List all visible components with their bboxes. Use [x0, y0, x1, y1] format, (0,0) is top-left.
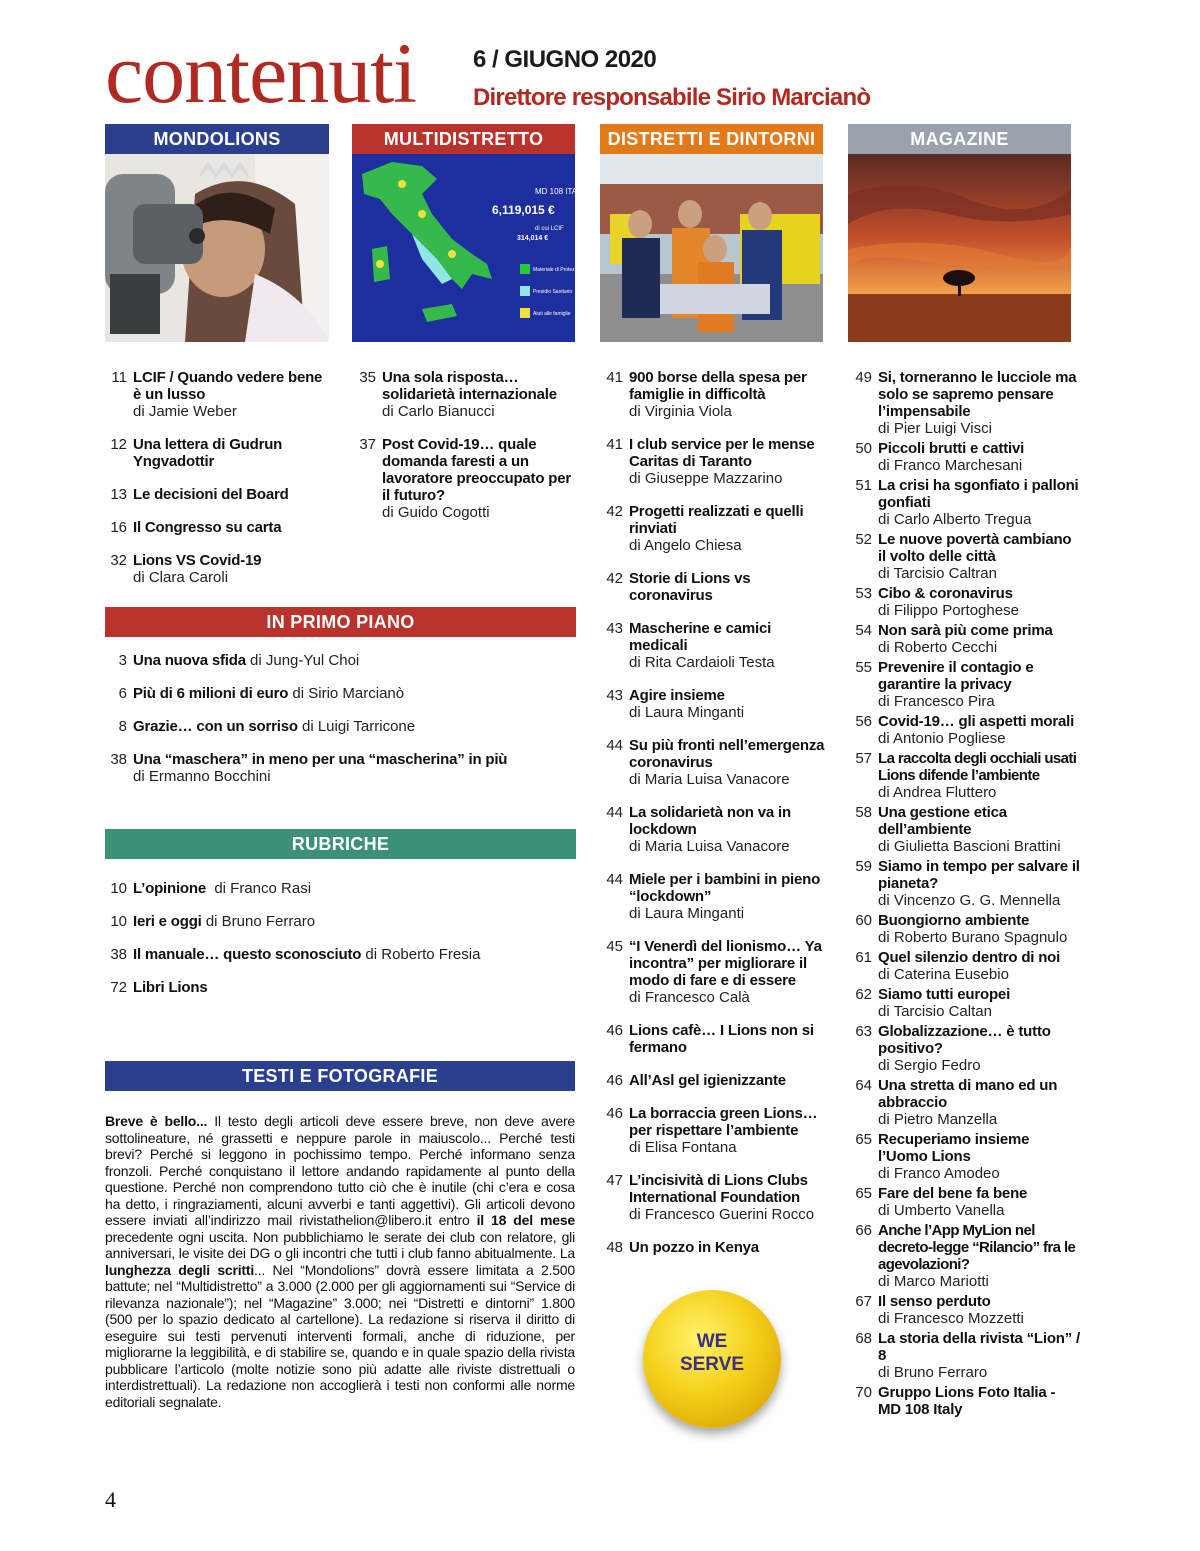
section-header-rubriche: RUBRICHE [105, 829, 576, 859]
toc-page-number: 10 [110, 880, 127, 897]
toc-item[interactable] [354, 436, 576, 521]
toc-title: Cibo & coronavirus [878, 585, 1013, 602]
toc-title: Globalizzazione… è tutto positivo? [878, 1023, 1051, 1057]
toc-author: di Sirio Marcianò [292, 685, 405, 702]
toc-page-number: 53 [855, 585, 872, 602]
toc-distretti [601, 369, 829, 1272]
map-legend-item: Aiuti alle famiglie [533, 311, 571, 317]
toc-author: di Tarcisio Caltran [878, 565, 997, 582]
map-italy-infographic [352, 154, 590, 342]
toc-author: di Marco Mariotti [878, 1273, 989, 1290]
toc-title: Il manuale… questo sconosciuto [133, 946, 362, 963]
toc-item[interactable] [601, 1239, 829, 1256]
toc-author: di Filippo Portoghese [878, 602, 1019, 619]
toc-author: di Antonio Pogliese [878, 730, 1006, 747]
toc-page-number: 44 [606, 804, 623, 821]
map-sub-label: di cui LCIF [535, 226, 564, 232]
toc-author: di Tarcisio Caltan [878, 1003, 992, 1020]
toc-item[interactable] [601, 687, 829, 721]
toc-item[interactable] [850, 1330, 1082, 1381]
toc-author: di Francesco Pira [878, 693, 995, 710]
toc-item[interactable] [850, 986, 1082, 1020]
toc-title: Lions VS Covid-19 [133, 552, 262, 569]
toc-author: di Franco Marchesani [878, 457, 1023, 474]
toc-item[interactable] [105, 880, 575, 897]
toc-title: Una sola risposta… solidarietà internazionale [382, 369, 557, 403]
toc-title: I club service per le mense Caritas di Taranto [629, 436, 815, 470]
toc-title: Fare del bene fa bene [878, 1185, 1028, 1202]
toc-item[interactable] [105, 946, 575, 963]
toc-page-number: 3 [118, 652, 127, 669]
toc-title: L’incisività di Lions Clubs International Foundation [629, 1172, 808, 1206]
guidelines-text [105, 1113, 575, 1410]
toc-author: di Carlo Bianucci [382, 403, 495, 420]
toc-title: Il senso perduto [878, 1293, 991, 1310]
toc-author: di Bruno Ferraro [205, 913, 316, 930]
toc-page-number: 6 [118, 685, 127, 702]
toc-author: di Sergio Fedro [878, 1057, 981, 1074]
toc-author: di Rita Cardaioli Testa [629, 654, 775, 671]
toc-author: di Francesco Guerini Rocco [629, 1206, 815, 1223]
toc-page-number: 60 [855, 912, 872, 929]
toc-page-number: 67 [855, 1293, 872, 1310]
section-header-magazine: MAGAZINE [848, 124, 1071, 154]
toc-primo-piano [105, 652, 575, 801]
section-header-testi: TESTI E FOTOGRAFIE [105, 1061, 575, 1091]
toc-title: Anche l’App MyLion nel decreto-legge “Rilancio” fra le agevolazioni? [878, 1222, 1076, 1273]
toc-item[interactable] [850, 949, 1082, 983]
map-label: MD 108 ITALIA [535, 187, 590, 196]
photo-eye-exam [105, 154, 329, 342]
toc-title: Libri Lions [133, 979, 208, 996]
toc-item[interactable] [850, 1222, 1082, 1290]
toc-page-number: 65 [855, 1185, 872, 1202]
toc-title: 900 borse della spesa per famiglie in difficoltà [629, 369, 807, 403]
toc-page-number: 72 [110, 979, 127, 996]
toc-item[interactable] [601, 436, 829, 487]
toc-page-number: 12 [110, 436, 127, 453]
toc-item[interactable] [601, 620, 829, 671]
map-legend-item: Presidio Sanitario [533, 289, 573, 295]
toc-item[interactable] [601, 804, 829, 855]
photo-sunset-tree [848, 154, 1071, 342]
guidelines-length-heading: lunghezza degli scritti [105, 1261, 255, 1278]
toc-author: di Jamie Weber [133, 403, 237, 420]
toc-page-number: 42 [606, 570, 623, 587]
toc-author: di Angelo Chiesa [629, 537, 742, 554]
toc-author: di Carlo Alberto Tregua [878, 511, 1032, 528]
map-total: 6,119,015 € [492, 203, 555, 217]
toc-item[interactable] [850, 440, 1082, 474]
toc-page-number: 62 [855, 986, 872, 1003]
toc-item[interactable] [105, 369, 330, 420]
toc-page-number: 57 [855, 750, 872, 767]
section-header-primo-piano: IN PRIMO PIANO [105, 607, 576, 637]
toc-item[interactable] [601, 570, 829, 604]
toc-author: di Roberto Cecchi [878, 639, 998, 656]
toc-page-number: 56 [855, 713, 872, 730]
toc-title: Recuperiamo insieme l’Uomo Lions [878, 1131, 1030, 1165]
toc-title: Il Congresso su carta [133, 519, 282, 536]
toc-title: Piccoli brutti e cattivi [878, 440, 1025, 457]
toc-title: Le decisioni del Board [133, 486, 289, 503]
toc-page-number: 59 [855, 858, 872, 875]
toc-page-number: 11 [111, 369, 127, 386]
toc-title: Ieri e oggi [133, 913, 202, 930]
toc-title: Prevenire il contagio e garantire la privacy [878, 659, 1034, 693]
toc-author: di Franco Rasi [214, 880, 312, 897]
page-title: contenuti [105, 25, 417, 121]
toc-title: Una “maschera” in meno per una “mascherina” in più [133, 751, 508, 768]
toc-author: di Maria Luisa Vanacore [629, 838, 790, 855]
toc-author: di Francesco Mozzetti [878, 1310, 1024, 1327]
toc-item[interactable] [601, 938, 829, 1006]
toc-author: di Francesco Calà [629, 989, 750, 1006]
director-line: Direttore responsabile Sirio Marcianò [473, 84, 871, 111]
toc-author: di Maria Luisa Vanacore [629, 771, 790, 788]
toc-title: Su più fronti nell’emergenza coronavirus [629, 737, 825, 771]
toc-author: di Franco Amodeo [878, 1165, 1000, 1182]
guidelines-heading: Breve è bello... [105, 1113, 208, 1129]
toc-page-number: 64 [855, 1077, 872, 1094]
toc-page-number: 8 [118, 718, 127, 735]
toc-page-number: 13 [110, 486, 127, 503]
toc-title: Post Covid-19… quale domanda faresti a un lavoratore preoccupato per il futuro? [382, 436, 572, 504]
toc-page-number: 52 [855, 531, 872, 548]
toc-page-number: 55 [855, 659, 872, 676]
toc-page-number: 70 [855, 1384, 872, 1401]
toc-author: di Clara Caroli [133, 569, 229, 586]
section-header-multidistretto: MULTIDISTRETTO [352, 124, 575, 154]
toc-page-number: 41 [606, 436, 623, 453]
toc-title: Gruppo Lions Foto Italia - MD 108 Italy [878, 1384, 1056, 1418]
toc-item[interactable] [850, 369, 1082, 437]
toc-item[interactable] [850, 1185, 1082, 1219]
toc-item[interactable] [105, 718, 575, 735]
toc-title: Le nuove povertà cambiano il volto delle città [878, 531, 1072, 565]
toc-item[interactable] [105, 486, 330, 503]
toc-item[interactable] [105, 552, 330, 586]
toc-title: Un pozzo in Kenya [629, 1239, 759, 1256]
toc-page-number: 42 [606, 503, 623, 520]
toc-item[interactable] [850, 531, 1082, 582]
toc-title: Una gestione etica dell’ambiente [878, 804, 1007, 838]
toc-title: La solidarietà non va in lockdown [629, 804, 791, 838]
toc-item[interactable] [601, 1105, 829, 1156]
toc-page-number: 49 [855, 369, 872, 386]
toc-title: La raccolta degli occhiali usati Lions difende l’ambiente [878, 750, 1077, 784]
toc-item[interactable] [850, 585, 1082, 619]
issue-date: 6 / GIUGNO 2020 [473, 46, 657, 73]
toc-item[interactable] [105, 519, 330, 536]
toc-page-number: 37 [359, 436, 376, 453]
toc-page-number: 46 [606, 1022, 623, 1039]
toc-page-number: 68 [855, 1330, 872, 1347]
toc-author: di Laura Minganti [629, 905, 745, 922]
toc-title: LCIF / Quando vedere bene è un lusso [133, 369, 323, 403]
toc-title: Progetti realizzati e quelli rinviati [629, 503, 804, 537]
we-serve-seal [643, 1290, 781, 1428]
toc-page-number: 63 [855, 1023, 872, 1040]
toc-author: di Caterina Eusebio [878, 966, 1009, 983]
toc-author: di Vincenzo G. G. Mennella [878, 892, 1061, 909]
toc-author: di Pier Luigi Visci [878, 420, 992, 437]
toc-rubriche [105, 880, 575, 1012]
toc-item[interactable] [105, 436, 330, 470]
toc-page-number: 50 [855, 440, 872, 457]
toc-author: di Pietro Manzella [878, 1111, 998, 1128]
seal-line: SERVE [679, 1354, 745, 1375]
toc-item[interactable] [850, 1131, 1082, 1182]
toc-page-number: 46 [606, 1105, 623, 1122]
toc-page-number: 54 [855, 622, 872, 639]
guidelines-body: ... Nel “Mondolions” dovrà essere limitata a 2.500 battute; nel “Multidistretto” a 3.000 (2.000 per gli aggiornamenti sui “Service di rilevanza nazionale”); nel “Magazine” 3.000; nei “Distretti e dintorni” 1.800 (500 per lo spazio dedicato al cartellone). La redazione si riserva il diritto di eseguire sui testi pervenuti interventi formali, anche di riduzione, per migliorarne la leggibilità, e di stabilire se, quando e in quale spazio della rivista pubblicare l’articolo (molte notizie sono più adatte alle riviste distrettuali o interdistrettuali). La redazione non accoglierà i testi non conformi alle norme editoriali segnalate. [105, 1261, 575, 1410]
toc-item[interactable] [850, 659, 1082, 710]
toc-item[interactable] [850, 804, 1082, 855]
toc-title: La crisi ha sgonfiato i palloni gonfiati [878, 477, 1079, 511]
toc-author: di Ermanno Bocchini [133, 768, 271, 785]
toc-page-number: 44 [606, 737, 623, 754]
toc-item[interactable] [850, 1023, 1082, 1074]
toc-author: di Giuseppe Mazzarino [629, 470, 783, 487]
toc-item[interactable] [601, 871, 829, 922]
toc-item[interactable] [105, 913, 575, 930]
toc-item[interactable] [601, 737, 829, 788]
toc-page-number: 48 [606, 1239, 623, 1256]
toc-item[interactable] [601, 503, 829, 554]
toc-item[interactable] [850, 713, 1082, 747]
toc-item[interactable] [850, 858, 1082, 909]
toc-title: Mascherine e camici medicali [629, 620, 772, 654]
toc-item[interactable] [850, 912, 1082, 946]
toc-page-number: 46 [606, 1072, 623, 1089]
toc-title: Buongiorno ambiente [878, 912, 1030, 929]
toc-page-number: 43 [606, 620, 623, 637]
toc-author: di Guido Cogotti [382, 504, 490, 521]
toc-page-number: 10 [110, 913, 127, 930]
guidelines-body: precedente ogni uscita. Non pubblichiamo le serate dei club con relatore, gli anniversari, le visite dei DG o gli incontri che tutti i club fanno abitualmente. La [105, 1228, 575, 1261]
toc-author: di Elisa Fontana [629, 1139, 737, 1156]
map-legend-item: Materiale di Protezione [533, 267, 585, 273]
toc-author: di Roberto Fresia [365, 946, 481, 963]
toc-title: Non sarà più come prima [878, 622, 1053, 639]
toc-title: Lions cafè… I Lions non si fermano [629, 1022, 814, 1056]
toc-title: Più di 6 milioni di euro [133, 685, 289, 702]
toc-title: La storia della rivista “Lion” / 8 [878, 1330, 1080, 1364]
page-number: 4 [105, 1487, 116, 1512]
toc-title: Covid-19… gli aspetti morali [878, 713, 1075, 730]
toc-page-number: 43 [606, 687, 623, 704]
toc-item[interactable] [105, 751, 575, 785]
seal-line: WE [696, 1331, 728, 1352]
toc-title: Siamo in tempo per salvare il pianeta? [878, 858, 1080, 892]
toc-page-number: 38 [110, 751, 127, 768]
toc-page-number: 58 [855, 804, 872, 821]
toc-author: di Laura Minganti [629, 704, 745, 721]
toc-page-number: 61 [855, 949, 872, 966]
toc-page-number: 66 [855, 1222, 872, 1239]
toc-item[interactable] [850, 750, 1082, 801]
toc-page-number: 16 [110, 519, 127, 536]
guidelines-body: Il testo degli articoli deve essere breve, non deve avere sottolineature, né grassetti e neppure parole in maiuscolo... Perché testi brevi? Perché si leggono in pochissimo tempo. Perché informano senza fronzoli. Perché conquistano il lettore andando rapidamente al punto della questione. Perché non comprendono tutto ciò che è inutile (chi c’era e cosa ha detto, i ringraziamenti, alcuni avverbi e tanti aggettivi). Gli articoli devono essere inviati all’indirizzo mail rivistathelion@libero.it entro [105, 1113, 575, 1228]
photo-volunteers [600, 154, 823, 342]
toc-author: di Giulietta Bascioni Brattini [878, 838, 1061, 855]
toc-title: Storie di Lions vs coronavirus [629, 570, 751, 604]
toc-title: Grazie… con un sorriso [133, 718, 298, 735]
toc-author: di Umberto Vanella [878, 1202, 1005, 1219]
toc-item[interactable] [105, 652, 575, 669]
toc-title: Siamo tutti europei [878, 986, 1011, 1003]
toc-item[interactable] [601, 1022, 829, 1056]
toc-item[interactable] [105, 979, 575, 996]
toc-page-number: 47 [606, 1172, 623, 1189]
toc-title: Quel silenzio dentro di noi [878, 949, 1061, 966]
toc-mondolions [105, 369, 330, 602]
toc-multidistretto [354, 369, 576, 537]
toc-author: di Virginia Viola [629, 403, 732, 420]
toc-author: di Luigi Tarricone [301, 718, 416, 735]
toc-title: All’Asl gel igienizzante [629, 1072, 786, 1089]
toc-page-number: 38 [110, 946, 127, 963]
toc-author: di Roberto Burano Spagnulo [878, 929, 1068, 946]
toc-item[interactable] [850, 477, 1082, 528]
toc-title: Una lettera di Gudrun Yngvadottir [133, 436, 283, 470]
toc-author: di Jung-Yul Choi [250, 652, 360, 669]
toc-title: “I Venerdì del lionismo… Ya incontra” per migliorare il modo di fare e di essere [629, 938, 822, 989]
section-header-distretti: DISTRETTI E DINTORNI [600, 124, 823, 154]
toc-page-number: 51 [855, 477, 872, 494]
toc-item[interactable] [354, 369, 576, 420]
toc-title: Si, torneranno le lucciole ma solo se sapremo pensare l’impensabile [878, 369, 1077, 420]
toc-title: Una stretta di mano ed un abbraccio [878, 1077, 1058, 1111]
toc-title: Una nuova sfida [133, 652, 246, 669]
toc-item[interactable] [850, 1384, 1082, 1418]
toc-page-number: 32 [110, 552, 127, 569]
toc-magazine [850, 369, 1082, 1421]
toc-item[interactable] [601, 1072, 829, 1089]
guidelines-deadline: il 18 del mese [476, 1212, 575, 1228]
toc-item[interactable] [850, 1077, 1082, 1128]
toc-page-number: 35 [359, 369, 376, 386]
toc-item[interactable] [601, 1172, 829, 1223]
toc-item[interactable] [601, 369, 829, 420]
toc-title: La borraccia green Lions… per rispettare l’ambiente [629, 1105, 818, 1139]
toc-page-number: 65 [855, 1131, 872, 1148]
toc-author: di Andrea Fluttero [878, 784, 997, 801]
toc-author: di Bruno Ferraro [878, 1364, 988, 1381]
toc-item[interactable] [850, 1293, 1082, 1327]
toc-page-number: 44 [606, 871, 623, 888]
toc-title: Agire insieme [629, 687, 725, 704]
section-header-mondolions: MONDOLIONS [105, 124, 329, 154]
toc-page-number: 45 [606, 938, 623, 955]
toc-title: Miele per i bambini in pieno “lockdown” [629, 871, 821, 905]
toc-title: L’opinione [133, 880, 206, 897]
map-sub-total: 314,014 € [517, 235, 549, 242]
toc-item[interactable] [105, 685, 575, 702]
toc-page-number: 41 [606, 369, 623, 386]
toc-item[interactable] [850, 622, 1082, 656]
